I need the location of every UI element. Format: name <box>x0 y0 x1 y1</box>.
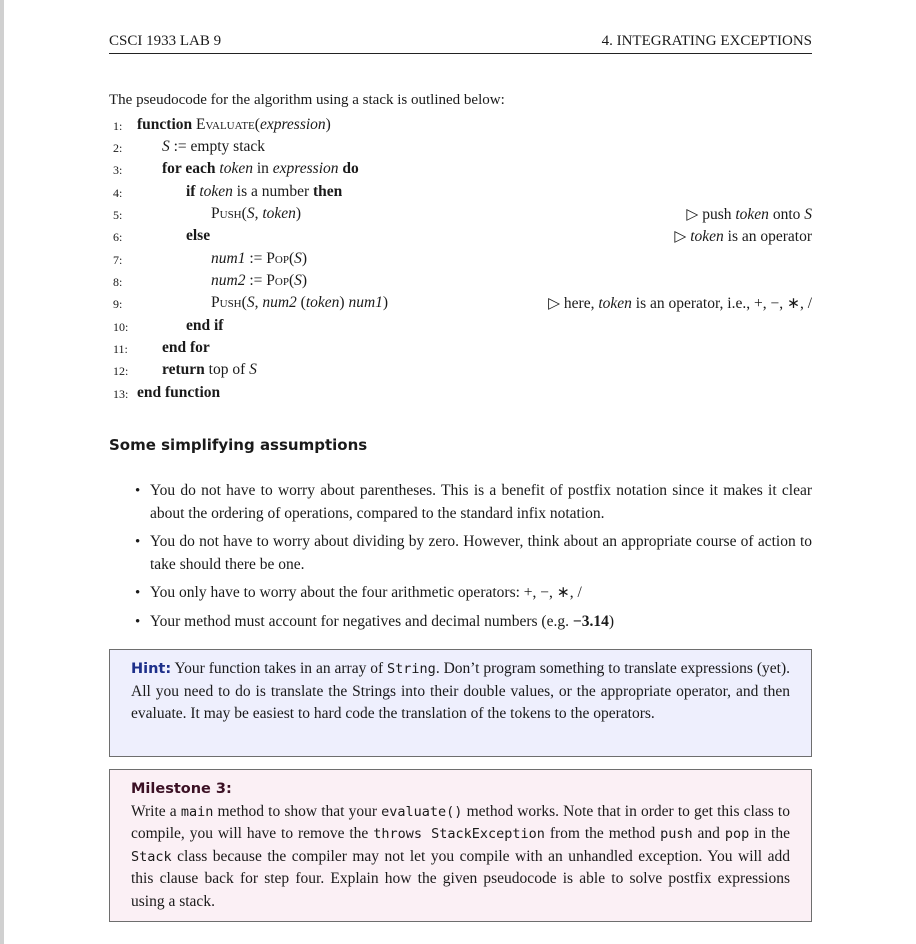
algo-line-10 <box>109 317 812 339</box>
algo-line-5 <box>109 205 812 227</box>
code: Stack <box>131 848 172 865</box>
line-number: 1: <box>113 119 123 133</box>
list-item: • You only have to worry about the four arithmetic operators: +, −, ∗, / <box>109 582 812 605</box>
p: ) <box>301 272 308 289</box>
keyword: then <box>313 183 343 200</box>
page-edge <box>0 0 4 944</box>
p: ( <box>288 250 295 267</box>
list-item: • You do not have to worry about parentheses. This is a benefit of postfix notation since it makes it clear about the ordering of operations, compared to the standard infix notation. <box>109 480 812 525</box>
text: := empty stack <box>169 138 266 155</box>
line-number: 8: <box>113 275 123 289</box>
keyword: if <box>186 183 196 200</box>
token: token <box>199 183 233 200</box>
code <box>162 361 257 379</box>
p: ) <box>301 250 308 267</box>
s: S <box>249 361 257 378</box>
comment <box>674 227 812 246</box>
code <box>162 160 359 178</box>
algo-line-3 <box>109 160 812 182</box>
line-number: 3: <box>113 163 123 177</box>
intro-text: The pseudocode for the algorithm using a stack is outlined below: <box>109 92 505 108</box>
comment <box>686 205 812 224</box>
paren: ( <box>254 116 260 133</box>
t: := <box>245 272 267 289</box>
keyword: do <box>342 160 359 177</box>
t: ) <box>608 612 614 630</box>
p: ( <box>288 272 295 289</box>
keyword: else <box>186 227 211 244</box>
arg: expression <box>259 116 326 133</box>
t: from the method <box>544 825 661 842</box>
hint-title: Hint: <box>131 661 172 677</box>
p: ) <box>382 294 389 311</box>
code <box>211 294 388 312</box>
t: ▷ <box>674 228 691 245</box>
algo-line-8 <box>109 272 812 294</box>
number: −3.14 <box>572 612 609 630</box>
line-number: 6: <box>113 230 123 244</box>
line-number: 9: <box>113 297 123 311</box>
line-number: 5: <box>113 208 123 222</box>
c: , <box>254 205 263 222</box>
algo-line-9 <box>109 294 812 316</box>
algo-line-11 <box>109 339 812 361</box>
s: S <box>246 294 255 311</box>
function-name: Evaluate <box>196 116 255 133</box>
header-section: 4. INTEGRATING EXCEPTIONS <box>601 33 812 49</box>
tok: token <box>598 295 632 312</box>
code: evaluate() <box>381 803 463 820</box>
t: and <box>692 825 725 842</box>
text: is a number <box>232 183 313 200</box>
assumptions-list <box>109 480 812 639</box>
paren: ) <box>325 116 331 133</box>
comment <box>548 294 812 313</box>
algo-line-12 <box>109 361 812 383</box>
algo-line-13 <box>109 384 812 406</box>
t: is an operator <box>723 228 812 245</box>
s: S <box>804 206 812 223</box>
t: top of <box>204 361 250 378</box>
t: method works. Note that in order to get this class to compile, you will have to remove the <box>131 802 790 842</box>
line-number: 7: <box>113 253 123 267</box>
milestone-box <box>109 769 812 922</box>
t: Write a <box>131 802 181 820</box>
fn: Pop <box>266 272 289 289</box>
fn: Pop <box>266 250 289 267</box>
t: onto <box>768 206 805 223</box>
running-header <box>109 31 812 54</box>
line-number: 2: <box>113 141 123 155</box>
c: , <box>254 294 263 311</box>
p: ) <box>339 294 349 311</box>
code <box>186 183 342 201</box>
hint-box <box>109 649 812 757</box>
var: S <box>162 138 170 155</box>
keyword: end function <box>137 384 221 401</box>
t: is an operator, i.e., +, −, ∗, / <box>631 295 812 312</box>
p: ( <box>241 205 247 222</box>
p: ( <box>296 294 306 311</box>
line-number: 13: <box>113 387 129 401</box>
fn: Push <box>211 294 242 311</box>
milestone-text <box>131 801 790 914</box>
code: pop <box>724 826 750 842</box>
keyword: for each <box>162 160 216 177</box>
t: . Don’t program something to translate expressions (yet). All you need to do is translate the Strings into their double values, or the appropriate operator, and then evaluate. It may be easiest to hard code the translation of the tokens to the operators. <box>131 660 790 722</box>
line-number: 12: <box>113 364 129 378</box>
p: ) <box>295 205 302 222</box>
code: String <box>387 661 436 677</box>
t: ▷ here, <box>548 295 599 312</box>
keyword: return <box>162 361 205 378</box>
algo-line-4 <box>109 183 812 205</box>
code <box>211 205 301 223</box>
code <box>211 250 307 268</box>
code: main <box>180 803 214 820</box>
tok: token <box>305 294 340 311</box>
t: method to show that your <box>213 802 382 820</box>
t: ▷ push <box>686 206 736 223</box>
tok: token <box>735 206 769 223</box>
p: ( <box>241 294 247 311</box>
keyword: end if <box>186 317 224 334</box>
s: S <box>246 205 255 222</box>
var: num1 <box>211 250 246 267</box>
t: in the <box>749 825 790 842</box>
code: throws StackException <box>373 826 545 842</box>
tok: token <box>690 228 724 245</box>
s: S <box>294 272 302 289</box>
n1: num1 <box>348 294 383 311</box>
t: class because the compiler may not let you compile with an unhandled exception. You will add this clause back for step four. Explain how the given pseudocode is able to solve postfix expressions using a stack. <box>131 847 790 910</box>
n2: num2 <box>262 294 297 311</box>
code <box>162 138 265 156</box>
algo-line-6 <box>109 227 812 249</box>
t: Your function takes in an array of <box>171 660 388 677</box>
algo-line-7 <box>109 250 812 272</box>
code <box>211 272 307 290</box>
section-heading: Some simplifying assumptions <box>109 436 368 454</box>
keyword: end for <box>162 339 210 356</box>
line-number: 4: <box>113 186 123 200</box>
algo-line-2 <box>109 138 812 160</box>
line-number: 10: <box>113 320 129 334</box>
var: num2 <box>211 272 246 289</box>
list-item: • You do not have to worry about dividing by zero. However, think about an appropriate course of action to take should there be one. <box>109 531 812 576</box>
s: S <box>294 250 302 267</box>
code <box>137 116 331 134</box>
keyword: function <box>137 116 193 133</box>
t: Your method must account for negatives and decimal numbers (e.g. <box>150 612 573 630</box>
milestone-title: Milestone 3: <box>131 781 232 797</box>
t: := <box>245 250 267 267</box>
list-item <box>109 611 812 634</box>
algo-line-1 <box>109 116 812 138</box>
text: in <box>252 160 273 177</box>
code: push <box>660 826 693 842</box>
header-course: CSCI 1933 LAB 9 <box>109 33 222 49</box>
expr: expression <box>272 160 339 177</box>
fn: Push <box>211 205 242 222</box>
tok: token <box>262 205 296 222</box>
line-number: 11: <box>113 342 128 356</box>
token: token <box>219 160 253 177</box>
